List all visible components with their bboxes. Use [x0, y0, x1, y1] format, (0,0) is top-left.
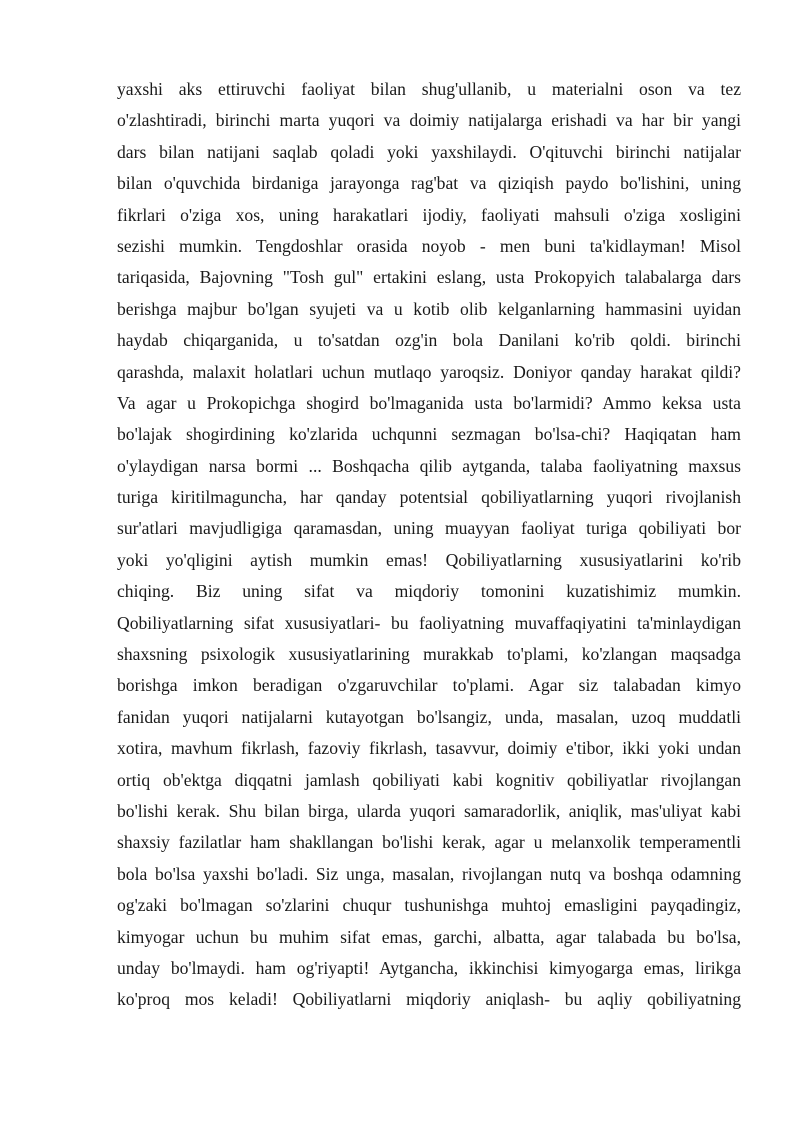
- text-line: bilan o'quvchida birdaniga jarayonga rag'bat va qiziqish paydo bo'lishini, uning: [117, 173, 741, 194]
- text-line: bo'lajak shogirdining ko'zlarida uchqunni sezmagan bo'lsa-chi? Haqiqatan ham: [117, 424, 741, 445]
- text-line: shaxsning psixologik xususiyatlarining murakkab to'plami, ko'zlangan maqsadga: [117, 644, 741, 665]
- body-paragraph: [117, 74, 741, 1016]
- text-line: Qobiliyatlarning sifat xususiyatlari- bu faoliyatning muvaffaqiyatini ta'minlaydigan: [117, 612, 741, 633]
- text-line: fanidan yuqori natijalarni kutayotgan bo'lsangiz, unda, masalan, uzoq muddatli: [117, 706, 741, 727]
- text-line: bola bo'lsa yaxshi bo'ladi. Siz unga, masalan, rivojlangan nutq va boshqa odamning: [117, 863, 741, 884]
- text-line: ko'proq mos keladi! Qobiliyatlarni miqdoriy aniqlash- bu aqliy qobiliyatning: [117, 989, 741, 1010]
- text-line: haydab chiqarganida, u to'satdan ozg'in bola Danilani ko'rib qoldi. birinchi: [117, 330, 741, 351]
- text-line: fikrlari o'ziga xos, uning harakatlari ijodiy, faoliyati mahsuli o'ziga xosligini: [117, 204, 741, 225]
- text-line: sezishi mumkin. Tengdoshlar orasida noyob - men buni ta'kidlayman! Misol: [117, 235, 741, 256]
- text-line: yaxshi aks ettiruvchi faoliyat bilan shug'ullanib, u materialni oson va tez: [117, 79, 741, 99]
- text-line: o'zlashtiradi, birinchi marta yuqori va doimiy natijalarga erishadi va har bir yangi: [117, 110, 741, 131]
- text-line: unday bo'lmaydi. ham og'riyapti! Aytgancha, ikkinchisi kimyogarga emas, lirikga: [117, 957, 741, 978]
- text-line: bo'lishi kerak. Shu bilan birga, ularda yuqori samaradorlik, aniqlik, mas'uliyat kabi: [117, 800, 741, 821]
- text-line: turiga kiritilmaguncha, har qanday potentsial qobiliyatlarning yuqori rivojlanish: [117, 487, 741, 508]
- text-line: xotira, mavhum fikrlash, fazoviy fikrlash, tasavvur, doimiy e'tibor, ikki yoki undan: [117, 738, 741, 759]
- text-line: og'zaki bo'lmagan so'zlarini chuqur tushunishga muhtoj emasligini payqadingiz,: [117, 895, 741, 916]
- text-line: dars bilan natijani saqlab qoladi yoki yaxshilaydi. O'qituvchi birinchi natijalar: [117, 141, 741, 162]
- text-line: berishga majbur bo'lgan syujeti va u kotib olib kelganlarning hammasini uyidan: [117, 298, 741, 319]
- text-line: qarashda, malaxit holatlari uchun mutlaqo yaroqsiz. Doniyor qanday harakat qildi?: [117, 361, 741, 382]
- text-line: borishga imkon beradigan o'zgaruvchilar to'plami. Agar siz talabadan kimyo: [117, 675, 741, 696]
- text-line: Va agar u Prokopichga shogird bo'lmaganida usta bo'larmidi? Ammo keksa usta: [117, 392, 741, 413]
- text-line: kimyogar uchun bu muhim sifat emas, garchi, albatta, agar talabada bu bo'lsa,: [117, 926, 741, 947]
- text-line: ortiq ob'ektga diqqatni jamlash qobiliyati kabi kognitiv qobiliyatlar rivojlangan: [117, 769, 741, 790]
- text-line: shaxsiy fazilatlar ham shakllangan bo'lishi kerak, agar u melanxolik temperamentli: [117, 832, 741, 853]
- text-line: yoki yo'qligini aytish mumkin emas! Qobiliyatlarning xususiyatlarini ko'rib: [117, 549, 741, 570]
- text-line: o'ylaydigan narsa bormi ... Boshqacha qilib aytganda, talaba faoliyatning maxsus: [117, 455, 741, 476]
- text-line: tariqasida, Bajovning "Tosh gul" ertakini eslang, usta Prokopyich talabalarga dars: [117, 267, 741, 288]
- text-line: chiqing. Biz uning sifat va miqdoriy tomonini kuzatishimiz mumkin.: [117, 581, 741, 602]
- text-line: sur'atlari mavjudligiga qaramasdan, uning muayyan faoliyat turiga qobiliyati bor: [117, 518, 741, 539]
